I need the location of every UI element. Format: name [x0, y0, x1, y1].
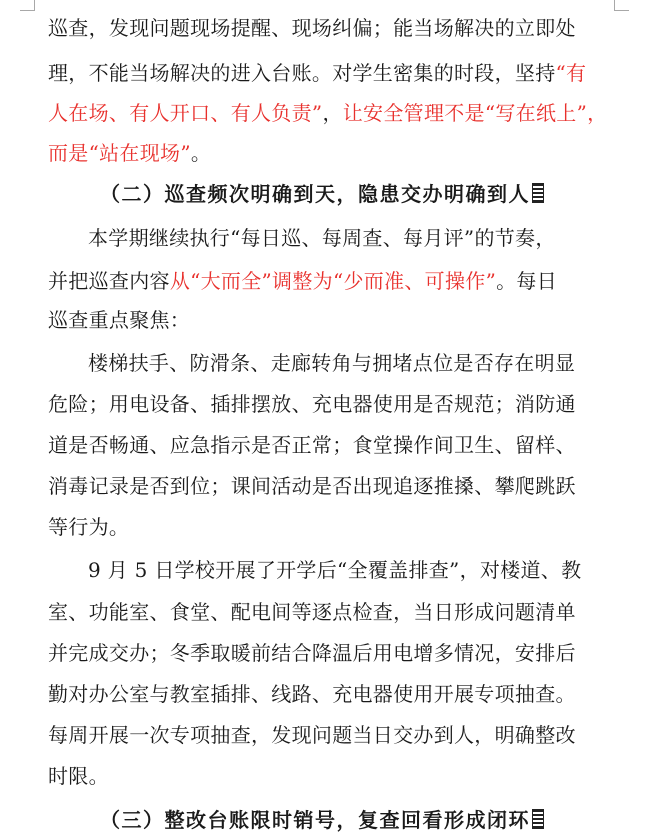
section-heading-2: （二）巡查频次明确到天，隐患交办明确到人	[100, 176, 600, 212]
highlight-text: 人在场、有人开口、有人负责”	[48, 101, 323, 125]
paragraph-4-line-5: 每周开展一次专项抽查，发现问题当日交办到人，明确整改	[48, 723, 576, 747]
paragraph-3-line-4: 消毒记录是否到位；课间活动是否出现追逐推搡、攀爬跳跃	[48, 474, 576, 498]
paragraph-3-line-5: 等行为。	[48, 515, 130, 539]
highlight-text: 而是“站在现场”	[48, 141, 191, 165]
highlight-text: 让安全管理不是“写在纸上”，	[342, 101, 608, 125]
paragraph-4-line-6: 时限。	[48, 764, 109, 788]
paragraph-4-line-2: 室、功能室、食堂、配电间等逐点检查，当日形成问题清单	[48, 600, 576, 624]
paragraph-4-line-3: 并完成交办；冬季取暖前结合降温后用电增多情况，安排后	[48, 641, 576, 665]
paragraph-1-line-3: 人在场、有人开口、有人负责”，让安全管理不是“写在纸上”，	[48, 101, 608, 125]
paragraph-3-line-2: 危险；用电设备、插排摆放、充电器使用是否规范；消防通	[48, 392, 576, 416]
paragraph-3-line-3: 道是否畅通、应急指示是否正常；食堂操作间卫生、留样、	[48, 433, 576, 457]
paragraph-4-line-4: 勤对办公室与教室插排、线路、充电器使用开展专项抽查。	[48, 682, 576, 706]
highlight-text: 从“大而全”调整为“少而准、可操作”	[169, 269, 497, 293]
paragraph-1-line-4: 而是“站在现场”。	[48, 141, 212, 165]
crop-mark-top-left	[20, 0, 35, 11]
section-heading-3: （三）整改台账限时销号，复查回看形成闭环	[100, 802, 600, 838]
paragraph-3-line-1: 楼梯扶手、防滑条、走廊转角与拥堵点位是否存在明显	[88, 351, 576, 375]
paragraph-2-line-1: 本学期继续执行“每日巡、每周查、每月评”的节奏，	[88, 226, 556, 250]
paragraph-mark-icon	[532, 183, 544, 203]
highlight-text: “有	[555, 61, 587, 85]
crop-mark-top-right	[614, 0, 629, 11]
paragraph-2-line-3: 巡查重点聚焦：	[48, 308, 191, 332]
paragraph-2-line-2: 并把巡查内容从“大而全”调整为“少而准、可操作”。每日	[48, 269, 558, 293]
paragraph-mark-icon	[532, 809, 544, 829]
paragraph-1-line-1: 巡查，发现问题现场提醒、现场纠偏；能当场解决的立即处	[48, 16, 576, 40]
paragraph-1-line-2: 理，不能当场解决的进入台账。对学生密集的时段，坚持“有	[48, 61, 587, 85]
paragraph-4-line-1: 9 月 5 日学校开展了开学后“全覆盖排查”，对楼道、教	[88, 558, 582, 582]
